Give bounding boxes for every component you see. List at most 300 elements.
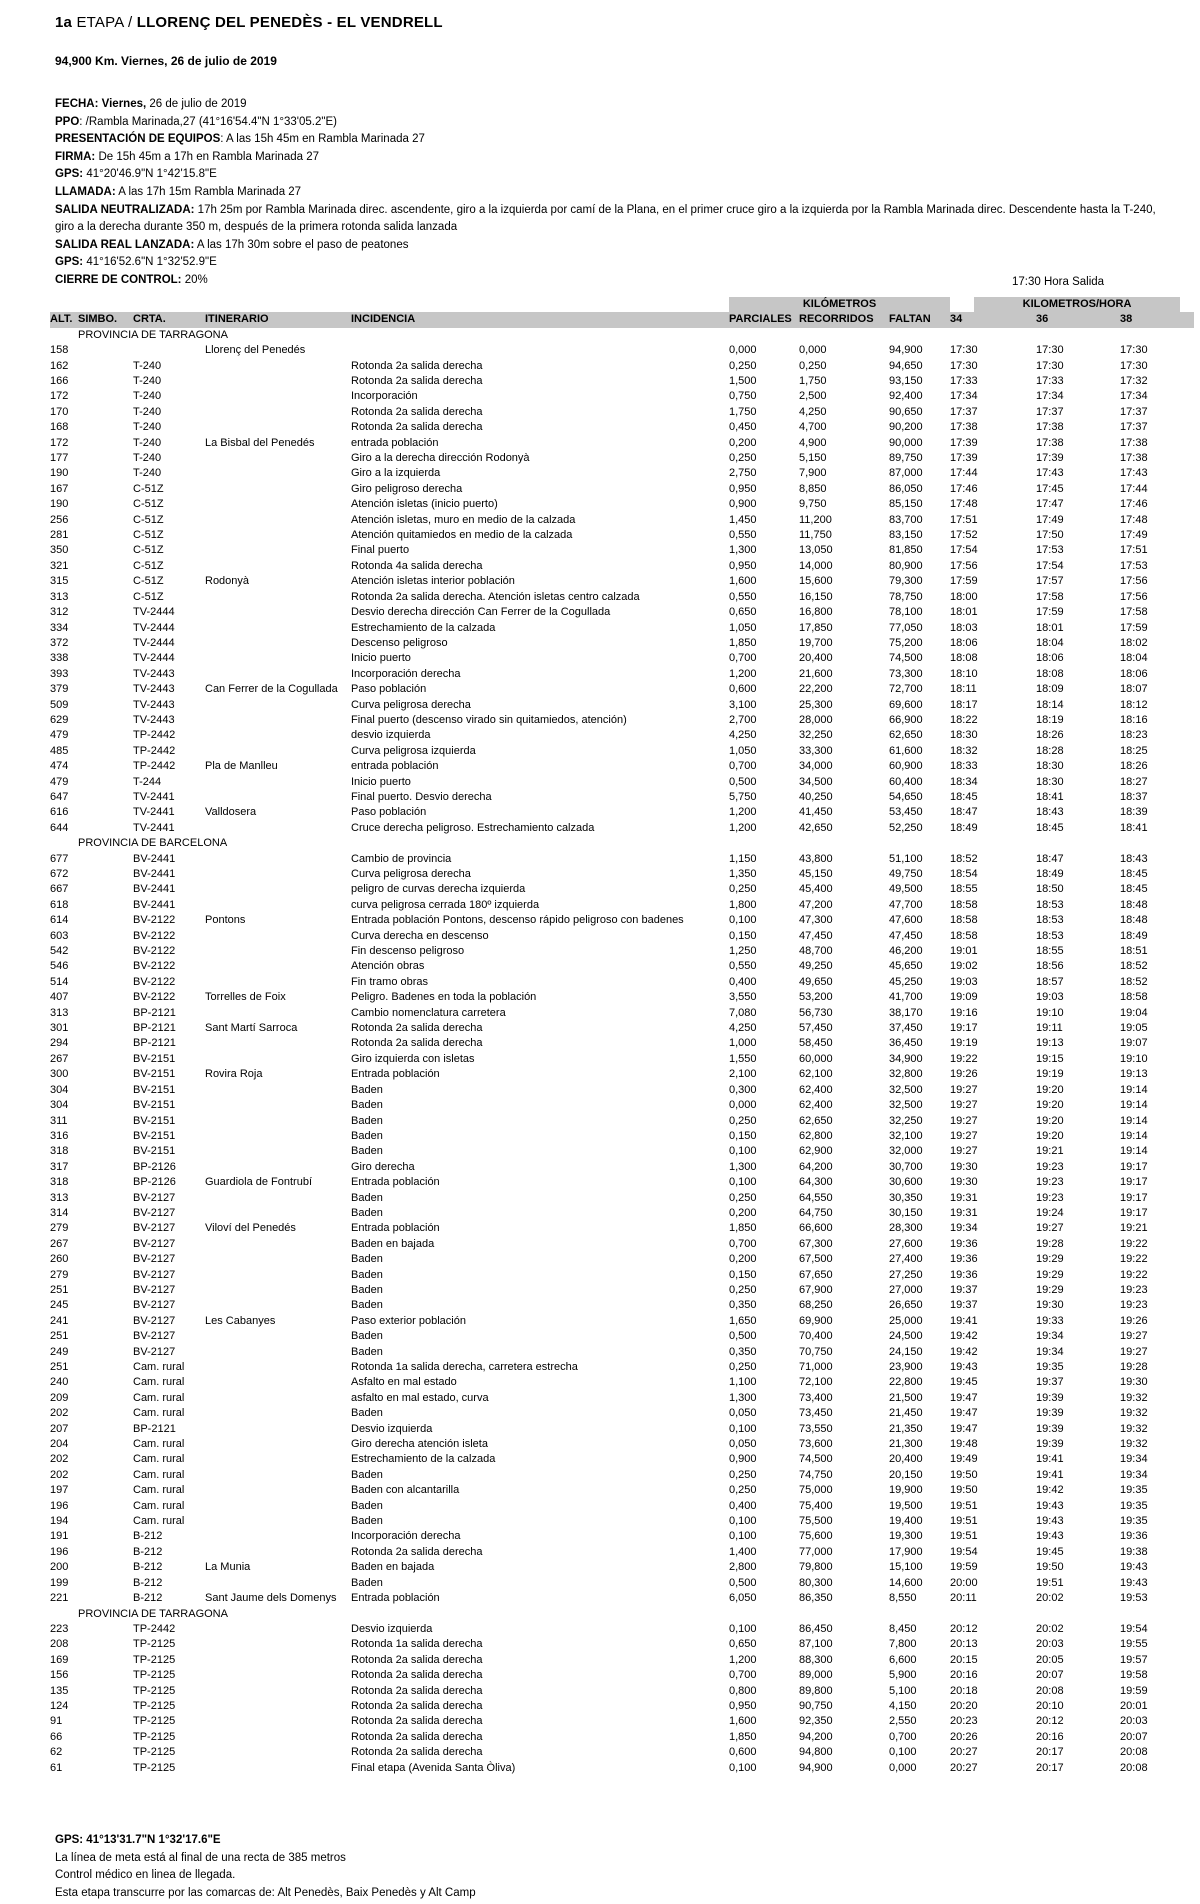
cell-crta: Cam. rural [133, 1376, 185, 1389]
group-header-speed [950, 297, 1194, 312]
cell-crta: BV-2127 [133, 1283, 176, 1296]
cell-time-36: 19:03 [1036, 991, 1064, 1004]
cell-alt: 407 [50, 991, 69, 1004]
cell-simbo [78, 944, 133, 959]
cell-simbo [78, 682, 133, 697]
cell-simbo [78, 1021, 133, 1036]
cell-incidencia: Paso población [351, 683, 427, 696]
cell-itinerario [205, 605, 351, 620]
cell-parciales: 1,000 [729, 1037, 757, 1050]
cell-parciales: 1,350 [729, 868, 757, 881]
cell-simbo [78, 451, 133, 466]
cell-recorridos: 4,700 [799, 421, 827, 434]
info-line-8 [55, 254, 1165, 272]
cell-alt: 313 [50, 1191, 69, 1204]
info-label: FECHA: Viernes, [55, 98, 147, 110]
cell-parciales: 0,300 [729, 1083, 757, 1096]
cell-faltan: 15,100 [889, 1561, 923, 1574]
cell-recorridos: 60,000 [799, 1052, 833, 1065]
cell-time-36: 19:34 [1036, 1330, 1064, 1343]
info-line-0 [55, 96, 1165, 114]
cell-recorridos: 4,900 [799, 436, 827, 449]
column-header-parciales: PARCIALES [729, 312, 799, 327]
cell-itinerario [205, 497, 351, 512]
column-header-row [50, 312, 1194, 327]
cell-time-34: 19:03 [950, 975, 978, 988]
cell-recorridos: 94,900 [799, 1761, 833, 1774]
cell-simbo [78, 1345, 133, 1360]
cell-time-38: 17:58 [1120, 606, 1148, 619]
cell-time-34: 17:59 [950, 575, 978, 588]
cell-time-34: 20:27 [950, 1746, 978, 1759]
cell-time-34: 17:38 [950, 421, 978, 434]
cell-parciales: 0,100 [729, 1761, 757, 1774]
cell-time-34: 18:17 [950, 698, 978, 711]
cell-time-36: 18:41 [1036, 790, 1064, 803]
cell-itinerario: Pla de Manlleu [205, 760, 278, 773]
cell-faltan: 30,350 [889, 1191, 923, 1204]
cell-recorridos: 8,850 [799, 482, 827, 495]
cell-alt: 156 [50, 1669, 69, 1682]
cell-time-38: 18:52 [1120, 975, 1148, 988]
cell-simbo [78, 959, 133, 974]
cell-time-38: 19:17 [1120, 1206, 1148, 1219]
table-row [50, 882, 1194, 897]
cell-faltan: 21,300 [889, 1438, 923, 1451]
cell-faltan: 74,500 [889, 652, 923, 665]
cell-faltan: 79,300 [889, 575, 923, 588]
cell-crta: TP-2125 [133, 1653, 176, 1666]
cell-parciales: 0,050 [729, 1407, 757, 1420]
cell-parciales: 1,850 [729, 636, 757, 649]
cell-time-36: 17:43 [1036, 467, 1064, 480]
cell-time-38: 17:43 [1120, 467, 1148, 480]
cell-recorridos: 0,000 [799, 344, 827, 357]
cell-time-34: 19:27 [950, 1099, 978, 1112]
cell-crta: T-240 [133, 436, 162, 449]
cell-recorridos: 70,750 [799, 1345, 833, 1358]
cell-time-38: 18:45 [1120, 883, 1148, 896]
cell-simbo [78, 1637, 133, 1652]
cell-simbo [78, 1221, 133, 1236]
table-row [50, 975, 1194, 990]
cell-incidencia: Rotonda 1a salida derecha, carretera estrecha [351, 1361, 578, 1374]
cell-simbo [78, 1406, 133, 1421]
cell-time-38: 17:37 [1120, 405, 1148, 418]
cell-recorridos: 49,650 [799, 975, 833, 988]
hora-salida-note: 17:30 Hora Salida [1012, 276, 1105, 288]
cell-incidencia: Baden [351, 1268, 383, 1281]
cell-time-38: 17:30 [1120, 359, 1148, 372]
cell-crta: TV-2441 [133, 821, 175, 834]
cell-simbo [78, 1268, 133, 1283]
cell-recorridos: 33,300 [799, 744, 833, 757]
cell-time-38: 18:48 [1120, 898, 1148, 911]
cell-time-36: 17:33 [1036, 375, 1064, 388]
cell-time-34: 19:31 [950, 1191, 978, 1204]
cell-recorridos: 75,400 [799, 1499, 833, 1512]
cell-itinerario [205, 1191, 351, 1206]
cell-time-34: 20:18 [950, 1684, 978, 1697]
cell-time-38: 19:53 [1120, 1592, 1148, 1605]
cell-recorridos: 2,500 [799, 390, 827, 403]
table-row [50, 1298, 1194, 1313]
cell-alt: 281 [50, 529, 69, 542]
cell-crta: BV-2127 [133, 1268, 176, 1281]
cell-simbo [78, 1036, 133, 1051]
cell-alt: 614 [50, 914, 69, 927]
cell-time-36: 17:57 [1036, 575, 1064, 588]
cell-faltan: 37,450 [889, 1022, 923, 1035]
cell-incidencia: Baden [351, 1499, 383, 1512]
cell-crta: TP-2442 [133, 1622, 176, 1635]
cell-faltan: 27,250 [889, 1268, 923, 1281]
cell-time-38: 19:34 [1120, 1453, 1148, 1466]
table-row [50, 1175, 1194, 1190]
cell-time-36: 18:14 [1036, 698, 1064, 711]
cell-time-36: 18:50 [1036, 883, 1064, 896]
cell-itinerario [205, 1006, 351, 1021]
cell-time-34: 19:37 [950, 1283, 978, 1296]
table-row [50, 1221, 1194, 1236]
cell-parciales: 6,050 [729, 1592, 757, 1605]
cell-itinerario: Rodonyà [205, 575, 250, 588]
cell-parciales: 1,200 [729, 1653, 757, 1666]
cell-parciales: 1,150 [729, 852, 757, 865]
cell-time-36: 19:23 [1036, 1160, 1064, 1173]
cell-alt: 546 [50, 960, 69, 973]
cell-alt: 474 [50, 760, 69, 773]
province-section-label: PROVINCIA DE BARCELONA [78, 837, 228, 850]
table-row [50, 559, 1194, 574]
table-row [50, 436, 1194, 451]
cell-parciales: 1,800 [729, 898, 757, 911]
cell-recorridos: 87,100 [799, 1638, 833, 1651]
cell-time-34: 19:47 [950, 1391, 978, 1404]
cell-parciales: 0,200 [729, 436, 757, 449]
cell-incidencia: Rotonda 2a salida derecha [351, 359, 483, 372]
cell-simbo [78, 1699, 133, 1714]
cell-alt: 91 [50, 1715, 63, 1728]
cell-itinerario: Rovira Roja [205, 1068, 263, 1081]
table-row [50, 343, 1194, 358]
cell-alt: 267 [50, 1237, 69, 1250]
cell-simbo [78, 1083, 133, 1098]
cell-crta: Cam. rural [133, 1468, 185, 1481]
cell-crta: BV-2151 [133, 1052, 176, 1065]
cell-time-38: 19:23 [1120, 1283, 1148, 1296]
group-header-row [50, 297, 1194, 312]
table-row [50, 1206, 1194, 1221]
table-row [50, 821, 1194, 836]
cell-itinerario [205, 1452, 351, 1467]
cell-time-34: 17:39 [950, 452, 978, 465]
cell-time-36: 17:30 [1036, 359, 1064, 372]
cell-time-38: 18:48 [1120, 914, 1148, 927]
cell-parciales: 0,200 [729, 1206, 757, 1219]
cell-faltan: 17,900 [889, 1545, 923, 1558]
cell-time-38: 19:22 [1120, 1253, 1148, 1266]
cell-alt: 315 [50, 575, 69, 588]
cell-itinerario [205, 1468, 351, 1483]
cell-incidencia: Final puerto (descenso virado sin quitamiedos, atención) [351, 713, 627, 726]
cell-time-36: 20:10 [1036, 1699, 1064, 1712]
cell-crta: T-240 [133, 452, 162, 465]
cell-recorridos: 89,800 [799, 1684, 833, 1697]
cell-parciales: 0,100 [729, 1145, 757, 1158]
cell-parciales: 0,150 [729, 1268, 757, 1281]
cell-time-34: 18:11 [950, 683, 977, 696]
cell-itinerario [205, 420, 351, 435]
table-row [50, 682, 1194, 697]
cell-time-38: 19:14 [1120, 1129, 1148, 1142]
cell-time-38: 19:14 [1120, 1114, 1148, 1127]
cell-faltan: 0,000 [889, 1761, 917, 1774]
table-row [50, 1529, 1194, 1544]
cell-time-34: 17:30 [950, 344, 978, 357]
cell-time-34: 18:00 [950, 590, 978, 603]
cell-itinerario [205, 1114, 351, 1129]
cell-time-34: 20:20 [950, 1699, 978, 1712]
cell-itinerario [205, 1036, 351, 1051]
table-row [50, 621, 1194, 636]
cell-time-34: 18:55 [950, 883, 978, 896]
cell-faltan: 53,450 [889, 806, 923, 819]
cell-time-36: 19:42 [1036, 1484, 1064, 1497]
cell-incidencia: Rotonda 2a salida derecha [351, 1684, 483, 1697]
cell-faltan: 30,700 [889, 1160, 923, 1173]
cell-time-34: 20:13 [950, 1638, 978, 1651]
cell-time-38: 18:37 [1120, 790, 1148, 803]
cell-time-36: 17:37 [1036, 405, 1064, 418]
cell-parciales: 1,300 [729, 1391, 757, 1404]
cell-faltan: 32,500 [889, 1099, 923, 1112]
cell-time-38: 19:59 [1120, 1684, 1148, 1697]
cell-parciales: 1,500 [729, 375, 757, 388]
info-label: PRESENTACIÓN DE EQUIPOS [55, 133, 221, 146]
cell-alt: 194 [50, 1515, 69, 1528]
table-row [50, 790, 1194, 805]
cell-parciales: 0,100 [729, 1422, 757, 1435]
cell-faltan: 89,750 [889, 452, 923, 465]
cell-time-34: 18:34 [950, 775, 978, 788]
cell-alt: 677 [50, 852, 69, 865]
cell-faltan: 2,550 [889, 1715, 917, 1728]
cell-itinerario [205, 1653, 351, 1668]
cell-time-34: 19:43 [950, 1361, 978, 1374]
cell-alt: 207 [50, 1422, 69, 1435]
cell-time-34: 19:47 [950, 1422, 978, 1435]
cell-incidencia: Curva derecha en descenso [351, 929, 489, 942]
cell-simbo [78, 913, 133, 928]
cell-crta: B-212 [133, 1592, 163, 1605]
cell-time-34: 17:37 [950, 405, 978, 418]
cell-time-38: 18:39 [1120, 806, 1148, 819]
cell-time-34: 18:30 [950, 729, 978, 742]
cell-crta: BV-2441 [133, 868, 176, 881]
cell-incidencia: Descenso peligroso [351, 636, 448, 649]
cell-incidencia: Inicio puerto [351, 652, 411, 665]
cell-itinerario [205, 482, 351, 497]
cell-alt: 172 [50, 390, 69, 403]
cell-time-34: 19:48 [950, 1438, 978, 1451]
cell-alt: 279 [50, 1268, 69, 1281]
cell-itinerario [205, 374, 351, 389]
cell-parciales: 0,100 [729, 1515, 757, 1528]
cell-simbo [78, 1067, 133, 1082]
cell-crta: BV-2151 [133, 1099, 176, 1112]
cell-alt: 240 [50, 1376, 69, 1389]
cell-time-36: 18:09 [1036, 683, 1064, 696]
cell-alt: 223 [50, 1622, 69, 1635]
cell-simbo [78, 898, 133, 913]
cell-alt: 124 [50, 1699, 69, 1712]
cell-crta: C-51Z [133, 575, 164, 588]
cell-crta: Cam. rural [133, 1438, 185, 1451]
cell-simbo [78, 1622, 133, 1637]
column-header-crta: CRTA. [133, 312, 205, 327]
cell-itinerario [205, 1529, 351, 1544]
cell-incidencia: Incorporación [351, 390, 418, 403]
cell-parciales: 0,400 [729, 975, 757, 988]
cell-incidencia: Atención quitamiedos en medio de la calzada [351, 529, 573, 542]
cell-crta: T-240 [133, 390, 162, 403]
cell-incidencia: Baden [351, 1283, 383, 1296]
cell-alt: 629 [50, 713, 69, 726]
cell-parciales: 7,080 [729, 1006, 757, 1019]
cell-simbo [78, 1375, 133, 1390]
cell-faltan: 0,100 [889, 1746, 917, 1759]
cell-incidencia: Baden [351, 1515, 383, 1528]
table-row [50, 513, 1194, 528]
cell-crta: C-51Z [133, 482, 164, 495]
cell-faltan: 78,100 [889, 606, 923, 619]
cell-time-38: 19:22 [1120, 1237, 1148, 1250]
cell-time-38: 17:56 [1120, 590, 1148, 603]
cell-parciales: 0,100 [729, 914, 757, 927]
cell-itinerario [205, 513, 351, 528]
cell-time-36: 18:01 [1036, 621, 1064, 634]
cell-itinerario [205, 405, 351, 420]
cell-time-38: 19:54 [1120, 1622, 1148, 1635]
cell-recorridos: 34,500 [799, 775, 833, 788]
cell-alt: 294 [50, 1037, 69, 1050]
cell-time-36: 18:45 [1036, 821, 1064, 834]
cell-faltan: 21,450 [889, 1407, 923, 1420]
cell-itinerario [205, 451, 351, 466]
info-label: CIERRE DE CONTROL: [55, 273, 182, 286]
cell-time-38: 19:32 [1120, 1407, 1148, 1420]
cell-parciales: 3,550 [729, 991, 757, 1004]
cell-faltan: 54,650 [889, 790, 923, 803]
cell-simbo [78, 882, 133, 897]
table-row [50, 1144, 1194, 1159]
cell-time-38: 17:56 [1120, 575, 1148, 588]
cell-time-34: 19:27 [950, 1083, 978, 1096]
cell-itinerario [205, 1406, 351, 1421]
column-header-36: 36 [1036, 312, 1120, 327]
cell-time-36: 18:47 [1036, 852, 1064, 865]
cell-recorridos: 75,000 [799, 1484, 833, 1497]
cell-itinerario: Torrelles de Foix [205, 991, 286, 1004]
cell-simbo [78, 374, 133, 389]
cell-simbo [78, 667, 133, 682]
cell-time-38: 19:35 [1120, 1515, 1148, 1528]
cell-faltan: 32,500 [889, 1083, 923, 1096]
cell-incidencia: Desvio derecha dirección Can Ferrer de la Cogullada [351, 606, 611, 619]
cell-time-38: 18:02 [1120, 636, 1148, 649]
cell-crta: BV-2127 [133, 1330, 176, 1343]
cell-time-36: 18:26 [1036, 729, 1064, 742]
cell-alt: 199 [50, 1576, 69, 1589]
cell-simbo [78, 698, 133, 713]
table-row [50, 1406, 1194, 1421]
cell-parciales: 1,600 [729, 575, 757, 588]
cell-alt: 251 [50, 1361, 69, 1374]
cell-incidencia: Baden [351, 1099, 383, 1112]
cell-incidencia: Atención isletas (inicio puerto) [351, 498, 498, 511]
cell-simbo [78, 1252, 133, 1267]
cell-time-36: 19:41 [1036, 1468, 1064, 1481]
cell-time-34: 19:47 [950, 1407, 978, 1420]
cell-time-36: 19:45 [1036, 1545, 1064, 1558]
info-value: 17h 25m por Rambla Marinada direc. ascendente, giro a la izquierda por camí de la Plana, en el primer cruce giro a la izquierda por la Rambla Marinada direc. Descendente hasta la T-240, giro a la derecha durante 350 m, después de la primera rotonda salida lanzada [55, 203, 1156, 234]
cell-recorridos: 48,700 [799, 945, 833, 958]
cell-crta: TP-2125 [133, 1746, 176, 1759]
cell-faltan: 92,400 [889, 390, 923, 403]
cell-time-36: 19:27 [1036, 1222, 1064, 1235]
cell-simbo [78, 821, 133, 836]
cell-time-36: 19:43 [1036, 1530, 1064, 1543]
cell-itinerario [205, 1622, 351, 1637]
cell-time-34: 17:54 [950, 544, 978, 557]
cell-crta: B-212 [133, 1530, 163, 1543]
cell-itinerario [205, 1730, 351, 1745]
cell-crta: BV-2127 [133, 1314, 176, 1327]
cell-alt: 61 [50, 1761, 63, 1774]
cell-alt: 202 [50, 1468, 69, 1481]
cell-itinerario [205, 1684, 351, 1699]
cell-parciales: 0,250 [729, 1191, 757, 1204]
cell-alt: 221 [50, 1592, 69, 1605]
cell-time-34: 18:01 [950, 606, 978, 619]
cell-time-36: 20:02 [1036, 1622, 1064, 1635]
cell-simbo [78, 1144, 133, 1159]
cell-time-34: 19:42 [950, 1345, 978, 1358]
cell-time-36: 18:43 [1036, 806, 1064, 819]
cell-time-38: 20:01 [1120, 1699, 1148, 1712]
cell-crta: Cam. rural [133, 1391, 185, 1404]
cell-incidencia: Entrada población [351, 1592, 440, 1605]
cell-crta: TV-2444 [133, 652, 175, 665]
cell-parciales: 0,750 [729, 390, 757, 403]
cell-alt: 166 [50, 375, 69, 388]
cell-time-36: 18:53 [1036, 898, 1064, 911]
cell-time-38: 19:28 [1120, 1361, 1148, 1374]
cell-recorridos: 67,300 [799, 1237, 833, 1250]
cell-itinerario [205, 744, 351, 759]
cell-simbo [78, 1745, 133, 1760]
cell-recorridos: 69,900 [799, 1314, 833, 1327]
itinerary-rows [50, 328, 1194, 1776]
cell-simbo [78, 405, 133, 420]
cell-parciales: 4,250 [729, 729, 757, 742]
cell-recorridos: 62,900 [799, 1145, 833, 1158]
cell-parciales: 0,500 [729, 775, 757, 788]
cell-time-38: 19:30 [1120, 1376, 1148, 1389]
cell-parciales: 1,600 [729, 1715, 757, 1728]
cell-time-36: 18:08 [1036, 667, 1064, 680]
